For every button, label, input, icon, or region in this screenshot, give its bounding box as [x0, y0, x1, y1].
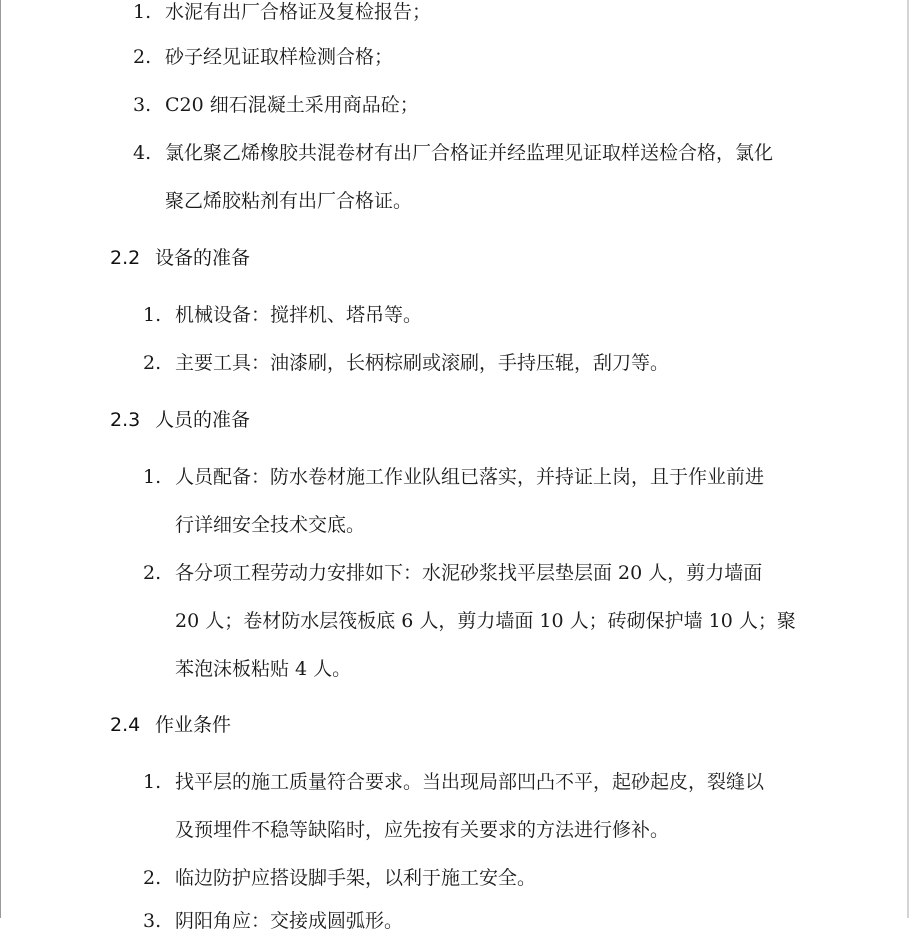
section-number: 2.3: [110, 409, 141, 431]
page-left-border: [0, 0, 1, 918]
list-item-text: 砂子经见证取样检测合格；: [165, 46, 394, 68]
list-item-number: 1.: [133, 1, 152, 23]
list-item-number: 3.: [133, 94, 152, 116]
section-heading-2-4: [110, 713, 231, 737]
list-item-text: 氯化聚乙烯橡胶共混卷材有出厂合格证并经监理见证取样送检合格，氯化: [165, 142, 774, 164]
section-heading-2-3: [110, 408, 250, 432]
list-item-text-continued: 苯泡沫板粘贴 4 人。: [175, 658, 352, 680]
list-item-number: 1.: [143, 771, 162, 793]
list-item-text-continued: 聚乙烯胶粘剂有出厂合格证。: [165, 190, 413, 212]
section-heading-2-2: [110, 246, 250, 270]
list-item-number: 1.: [143, 466, 162, 488]
section-number: 2.4: [110, 714, 141, 736]
list-item-number: 2.: [143, 352, 162, 374]
list-item-text-continued: 行详细安全技术交底。: [175, 514, 366, 536]
section-title: 人员的准备: [155, 409, 251, 431]
page-right-border: [907, 0, 909, 918]
section-number: 2.2: [110, 247, 141, 269]
list-item-text-continued: 及预埋件不稳等缺陷时，应先按有关要求的方法进行修补。: [175, 819, 670, 841]
list-item-number: 2.: [143, 867, 162, 889]
list-item-number: 3.: [143, 910, 162, 932]
list-item-text: C20 细石混凝土采用商品砼；: [165, 94, 419, 116]
list-item-text: 水泥有出厂合格证及复检报告；: [165, 1, 432, 23]
section-title: 作业条件: [155, 714, 232, 736]
list-item-number: 1.: [143, 304, 162, 326]
list-item-number: 4.: [133, 142, 152, 164]
list-item-text-continued: 20 人；卷材防水层筏板底 6 人，剪力墙面 10 人；砖砌保护墙 10 人；聚: [175, 610, 796, 632]
list-item-text: 各分项工程劳动力安排如下：水泥砂浆找平层垫层面 20 人，剪力墙面: [175, 562, 763, 584]
list-item-text: 机械设备：搅拌机、塔吊等。: [175, 304, 423, 326]
list-item-text: 临边防护应搭设脚手架，以利于施工安全。: [175, 867, 537, 889]
list-item-number: 2.: [143, 562, 162, 584]
list-item-text: 主要工具：油漆刷，长柄棕刷或滚刷，手持压辊，刮刀等。: [175, 352, 670, 374]
section-title: 设备的准备: [155, 247, 251, 269]
list-item-text: 人员配备：防水卷材施工作业队组已落实，并持证上岗，且于作业前进: [175, 466, 765, 488]
list-item-number: 2.: [133, 46, 152, 68]
list-item-text: 阴阳角应：交接成圆弧形。: [175, 910, 404, 932]
list-item-text: 找平层的施工质量符合要求。当出现局部凹凸不平，起砂起皮，裂缝以: [175, 771, 765, 793]
